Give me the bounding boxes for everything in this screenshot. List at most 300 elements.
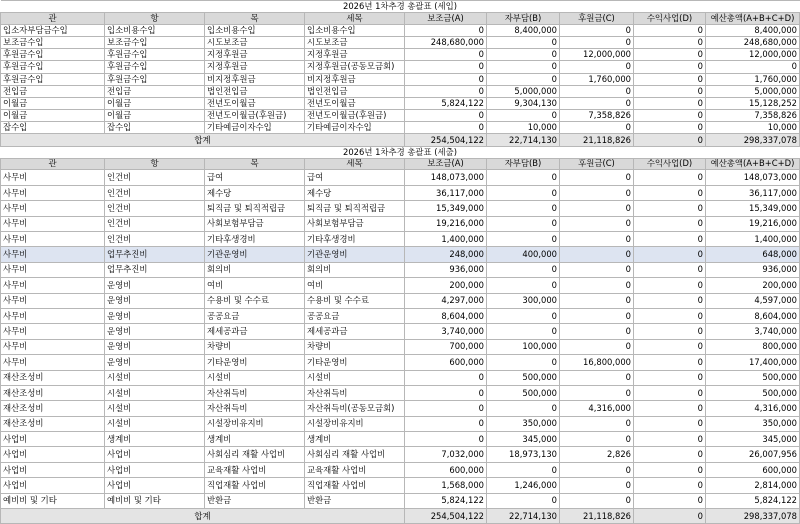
table-cell[interactable]: 재산조성비 bbox=[1, 370, 105, 385]
table-cell[interactable]: 0 bbox=[405, 73, 487, 85]
table-cell[interactable]: 0 bbox=[560, 185, 634, 200]
table-cell[interactable]: 후원금수입 bbox=[105, 61, 205, 73]
table-cell[interactable]: 후원금수입 bbox=[1, 73, 105, 85]
table-cell[interactable]: 12,000,000 bbox=[560, 49, 634, 61]
table-cell[interactable]: 248,680,000 bbox=[706, 36, 800, 48]
table-cell[interactable]: 0 bbox=[560, 339, 634, 354]
table-cell[interactable]: 기관운영비 bbox=[305, 247, 405, 262]
table-cell[interactable]: 0 bbox=[560, 416, 634, 431]
table-cell[interactable]: 0 bbox=[405, 61, 487, 73]
table-cell[interactable]: 0 bbox=[560, 432, 634, 447]
table-cell[interactable]: 1,246,000 bbox=[487, 478, 560, 493]
table-cell[interactable]: 0 bbox=[487, 308, 560, 323]
table-cell[interactable]: 재산조성비 bbox=[1, 401, 105, 416]
table-cell[interactable]: 사업비 bbox=[105, 462, 205, 477]
table-cell[interactable]: 0 bbox=[487, 462, 560, 477]
table-cell[interactable]: 1,400,000 bbox=[405, 232, 487, 247]
table-cell[interactable]: 제세공과금 bbox=[205, 324, 305, 339]
table-cell[interactable]: 급여 bbox=[205, 170, 305, 185]
table-cell[interactable]: 0 bbox=[706, 61, 800, 73]
table-cell[interactable]: 인건비 bbox=[105, 170, 205, 185]
table-cell[interactable]: 시도보조금 bbox=[305, 36, 405, 48]
table-cell[interactable]: 입소비용수입 bbox=[205, 24, 305, 36]
table-cell[interactable]: 급여 bbox=[305, 170, 405, 185]
table-cell[interactable]: 8,400,000 bbox=[706, 24, 800, 36]
table-cell[interactable]: 16,800,000 bbox=[560, 355, 634, 370]
table-cell[interactable]: 전년도이월금 bbox=[205, 97, 305, 109]
table-cell[interactable]: 차량비 bbox=[305, 339, 405, 354]
table-cell[interactable]: 사업비 bbox=[105, 447, 205, 462]
table-cell[interactable]: 0 bbox=[634, 232, 706, 247]
table-cell[interactable]: 사업비 bbox=[1, 447, 105, 462]
table-cell[interactable]: 0 bbox=[634, 493, 706, 508]
table-cell[interactable]: 지정후원금(공동모금회) bbox=[305, 61, 405, 73]
column-header[interactable]: 목 bbox=[205, 12, 305, 24]
table-cell[interactable]: 0 bbox=[560, 61, 634, 73]
total-cell[interactable]: 298,337,078 bbox=[706, 509, 800, 524]
table-cell[interactable]: 여비 bbox=[305, 278, 405, 293]
table-cell[interactable]: 업무추진비 bbox=[105, 247, 205, 262]
table-cell[interactable]: 반환금 bbox=[205, 493, 305, 508]
table-cell[interactable]: 0 bbox=[634, 49, 706, 61]
table-cell[interactable]: 사무비 bbox=[1, 201, 105, 216]
table-cell[interactable]: 600,000 bbox=[706, 462, 800, 477]
table-cell[interactable]: 1,568,000 bbox=[405, 478, 487, 493]
table-cell[interactable]: 인건비 bbox=[105, 185, 205, 200]
table-cell[interactable]: 3,740,000 bbox=[706, 324, 800, 339]
table-cell[interactable]: 0 bbox=[487, 170, 560, 185]
total-cell[interactable]: 22,714,130 bbox=[487, 134, 560, 146]
table-cell[interactable]: 4,316,000 bbox=[706, 401, 800, 416]
table-cell[interactable]: 지정후원금 bbox=[205, 49, 305, 61]
table-cell[interactable]: 사무비 bbox=[1, 232, 105, 247]
table-cell[interactable]: 500,000 bbox=[487, 385, 560, 400]
table-cell[interactable]: 10,000 bbox=[487, 122, 560, 134]
table-cell[interactable]: 전년도이월금 bbox=[305, 97, 405, 109]
table-cell[interactable]: 전년도이월금(후원금) bbox=[205, 110, 305, 122]
table-cell[interactable]: 보조금수입 bbox=[105, 36, 205, 48]
table-cell[interactable]: 사업비 bbox=[1, 462, 105, 477]
table-cell[interactable]: 사무비 bbox=[1, 355, 105, 370]
table-cell[interactable]: 0 bbox=[487, 73, 560, 85]
table-cell[interactable]: 0 bbox=[634, 478, 706, 493]
table-cell[interactable]: 회의비 bbox=[305, 262, 405, 277]
table-cell[interactable]: 자산취득비 bbox=[305, 385, 405, 400]
total-label[interactable]: 합계 bbox=[1, 509, 405, 524]
table-cell[interactable]: 전입금 bbox=[1, 85, 105, 97]
table-cell[interactable]: 0 bbox=[487, 216, 560, 231]
table-cell[interactable]: 0 bbox=[634, 262, 706, 277]
table-cell[interactable]: 8,604,000 bbox=[706, 308, 800, 323]
table-cell[interactable]: 36,117,000 bbox=[706, 185, 800, 200]
table-cell[interactable]: 퇴직금 및 퇴직적립금 bbox=[205, 201, 305, 216]
table-cell[interactable]: 사무비 bbox=[1, 324, 105, 339]
column-header[interactable]: 세목 bbox=[305, 12, 405, 24]
table-cell[interactable]: 15,349,000 bbox=[405, 201, 487, 216]
table-cell[interactable]: 업무추진비 bbox=[105, 262, 205, 277]
table-cell[interactable]: 1,400,000 bbox=[706, 232, 800, 247]
table-cell[interactable]: 0 bbox=[487, 201, 560, 216]
table-cell[interactable]: 0 bbox=[405, 385, 487, 400]
table-cell[interactable]: 시설비 bbox=[105, 401, 205, 416]
table-cell[interactable]: 0 bbox=[560, 370, 634, 385]
column-header[interactable]: 보조금(A) bbox=[405, 158, 487, 170]
table-cell[interactable]: 0 bbox=[405, 122, 487, 134]
table-cell[interactable]: 0 bbox=[634, 110, 706, 122]
column-header[interactable]: 자부담(B) bbox=[487, 158, 560, 170]
table-cell[interactable]: 5,000,000 bbox=[706, 85, 800, 97]
column-header[interactable]: 관 bbox=[1, 158, 105, 170]
table-cell[interactable]: 400,000 bbox=[487, 247, 560, 262]
table-cell[interactable]: 1,760,000 bbox=[560, 73, 634, 85]
table-cell[interactable]: 0 bbox=[634, 339, 706, 354]
table-cell[interactable]: 0 bbox=[560, 232, 634, 247]
table-cell[interactable]: 0 bbox=[487, 49, 560, 61]
table-cell[interactable]: 936,000 bbox=[706, 262, 800, 277]
table-cell[interactable]: 기타운영비 bbox=[305, 355, 405, 370]
table-cell[interactable]: 사회보험부담금 bbox=[305, 216, 405, 231]
table-cell[interactable]: 공공요금 bbox=[305, 308, 405, 323]
table-cell[interactable]: 648,000 bbox=[706, 247, 800, 262]
table-cell[interactable]: 반환금 bbox=[305, 493, 405, 508]
table-cell[interactable]: 0 bbox=[634, 122, 706, 134]
table-cell[interactable]: 자산취득비 bbox=[205, 401, 305, 416]
column-header[interactable]: 후원금(C) bbox=[560, 12, 634, 24]
table-cell[interactable]: 17,400,000 bbox=[706, 355, 800, 370]
table-cell[interactable]: 사업비 bbox=[105, 478, 205, 493]
table-cell[interactable]: 시설장비유지비 bbox=[305, 416, 405, 431]
table-cell[interactable]: 19,216,000 bbox=[706, 216, 800, 231]
table-cell[interactable]: 후원금수입 bbox=[105, 49, 205, 61]
table-cell[interactable]: 시설비 bbox=[305, 370, 405, 385]
column-header[interactable]: 세목 bbox=[305, 158, 405, 170]
table-cell[interactable]: 사무비 bbox=[1, 262, 105, 277]
table-cell[interactable]: 345,000 bbox=[487, 432, 560, 447]
table-cell[interactable]: 4,297,000 bbox=[405, 293, 487, 308]
table-cell[interactable]: 1,760,000 bbox=[706, 73, 800, 85]
total-cell[interactable]: 22,714,130 bbox=[487, 509, 560, 524]
table-cell[interactable]: 0 bbox=[487, 232, 560, 247]
table-cell[interactable]: 9,304,130 bbox=[487, 97, 560, 109]
table-cell[interactable]: 8,604,000 bbox=[405, 308, 487, 323]
table-cell[interactable]: 시설장비유지비 bbox=[205, 416, 305, 431]
table-cell[interactable]: 운영비 bbox=[105, 324, 205, 339]
table-cell[interactable]: 5,824,122 bbox=[706, 493, 800, 508]
table-cell[interactable]: 7,358,826 bbox=[560, 110, 634, 122]
table-cell[interactable]: 0 bbox=[634, 85, 706, 97]
table-cell[interactable]: 운영비 bbox=[105, 308, 205, 323]
table-cell[interactable]: 기타예금이자수입 bbox=[205, 122, 305, 134]
table-cell[interactable]: 입소자부담금수입 bbox=[1, 24, 105, 36]
table-cell[interactable]: 0 bbox=[405, 85, 487, 97]
table-cell[interactable]: 0 bbox=[634, 462, 706, 477]
table-cell[interactable]: 법인전입금 bbox=[305, 85, 405, 97]
table-cell[interactable]: 공공요금 bbox=[205, 308, 305, 323]
table-cell[interactable]: 시설비 bbox=[105, 370, 205, 385]
table-cell[interactable]: 7,032,000 bbox=[405, 447, 487, 462]
table-cell[interactable]: 운영비 bbox=[105, 278, 205, 293]
table-cell[interactable]: 8,400,000 bbox=[487, 24, 560, 36]
table-cell[interactable]: 교육재활 사업비 bbox=[205, 462, 305, 477]
table-cell[interactable]: 사회보험부담금 bbox=[205, 216, 305, 231]
table-cell[interactable]: 시설비 bbox=[105, 416, 205, 431]
table-cell[interactable]: 재산조성비 bbox=[1, 385, 105, 400]
total-cell[interactable]: 254,504,122 bbox=[405, 509, 487, 524]
table-cell[interactable]: 인건비 bbox=[105, 201, 205, 216]
total-cell[interactable]: 298,337,078 bbox=[706, 134, 800, 146]
table-cell[interactable]: 직업재활 사업비 bbox=[305, 478, 405, 493]
table-cell[interactable]: 생계비 bbox=[205, 432, 305, 447]
table-cell[interactable]: 잡수입 bbox=[105, 122, 205, 134]
column-header[interactable]: 자부담(B) bbox=[487, 12, 560, 24]
table-cell[interactable]: 0 bbox=[634, 308, 706, 323]
table-cell[interactable]: 전입금 bbox=[105, 85, 205, 97]
table-cell[interactable]: 18,973,130 bbox=[487, 447, 560, 462]
table-cell[interactable]: 0 bbox=[487, 493, 560, 508]
table-cell[interactable]: 0 bbox=[634, 370, 706, 385]
table-cell[interactable]: 퇴직금 및 퇴직적립금 bbox=[305, 201, 405, 216]
table-cell[interactable]: 사무비 bbox=[1, 247, 105, 262]
table-cell[interactable]: 0 bbox=[560, 170, 634, 185]
table-cell[interactable]: 사무비 bbox=[1, 339, 105, 354]
table-cell[interactable]: 200,000 bbox=[706, 278, 800, 293]
table-cell[interactable]: 0 bbox=[634, 447, 706, 462]
table-cell[interactable]: 제세공과금 bbox=[305, 324, 405, 339]
table-cell[interactable]: 0 bbox=[405, 49, 487, 61]
table-cell[interactable]: 이월금 bbox=[1, 110, 105, 122]
table-cell[interactable]: 이월금 bbox=[1, 97, 105, 109]
table-cell[interactable]: 예비비 및 기타 bbox=[1, 493, 105, 508]
table-cell[interactable]: 800,000 bbox=[706, 339, 800, 354]
table-cell[interactable]: 148,073,000 bbox=[706, 170, 800, 185]
table-cell[interactable]: 기타예금이자수입 bbox=[305, 122, 405, 134]
table-cell[interactable]: 350,000 bbox=[487, 416, 560, 431]
table-cell[interactable]: 이월금 bbox=[105, 97, 205, 109]
table-cell[interactable]: 사무비 bbox=[1, 293, 105, 308]
table-cell[interactable]: 345,000 bbox=[706, 432, 800, 447]
column-header[interactable]: 목 bbox=[205, 158, 305, 170]
column-header[interactable]: 보조금(A) bbox=[405, 12, 487, 24]
table-cell[interactable]: 0 bbox=[634, 170, 706, 185]
table-cell[interactable]: 운영비 bbox=[105, 293, 205, 308]
table-cell[interactable]: 0 bbox=[560, 85, 634, 97]
table-cell[interactable]: 600,000 bbox=[405, 462, 487, 477]
table-cell[interactable]: 사무비 bbox=[1, 308, 105, 323]
table-cell[interactable]: 0 bbox=[634, 432, 706, 447]
table-cell[interactable]: 0 bbox=[634, 73, 706, 85]
table-cell[interactable]: 제수당 bbox=[305, 185, 405, 200]
table-cell[interactable]: 248,000 bbox=[405, 247, 487, 262]
total-cell[interactable]: 254,504,122 bbox=[405, 134, 487, 146]
table-cell[interactable]: 이월금 bbox=[105, 110, 205, 122]
total-cell[interactable]: 21,118,826 bbox=[560, 509, 634, 524]
total-cell[interactable]: 21,118,826 bbox=[560, 134, 634, 146]
table-cell[interactable]: 148,073,000 bbox=[405, 170, 487, 185]
table-cell[interactable]: 회의비 bbox=[205, 262, 305, 277]
table-cell[interactable]: 교육재활 사업비 bbox=[305, 462, 405, 477]
column-header[interactable]: 항 bbox=[105, 158, 205, 170]
table-cell[interactable]: 지정후원금 bbox=[205, 61, 305, 73]
column-header[interactable]: 수익사업(D) bbox=[634, 12, 706, 24]
table-cell[interactable]: 3,740,000 bbox=[405, 324, 487, 339]
column-header[interactable]: 예산총액(A+B+C+D) bbox=[706, 158, 800, 170]
table-cell[interactable]: 직업재활 사업비 bbox=[205, 478, 305, 493]
table-cell[interactable]: 0 bbox=[405, 401, 487, 416]
table-cell[interactable]: 0 bbox=[560, 216, 634, 231]
table-cell[interactable]: 인건비 bbox=[105, 216, 205, 231]
column-header[interactable]: 예산총액(A+B+C+D) bbox=[706, 12, 800, 24]
table-cell[interactable]: 0 bbox=[560, 247, 634, 262]
table-cell[interactable]: 0 bbox=[560, 478, 634, 493]
table-cell[interactable]: 0 bbox=[405, 370, 487, 385]
table-cell[interactable]: 0 bbox=[634, 385, 706, 400]
table-cell[interactable]: 2,826 bbox=[560, 447, 634, 462]
expense-title[interactable]: 2026년 1차추경 총괄표 (세출) bbox=[1, 146, 800, 158]
table-cell[interactable]: 26,007,956 bbox=[706, 447, 800, 462]
table-cell[interactable]: 기타후생경비 bbox=[305, 232, 405, 247]
table-cell[interactable]: 350,000 bbox=[706, 416, 800, 431]
table-cell[interactable]: 0 bbox=[634, 278, 706, 293]
table-cell[interactable]: 0 bbox=[634, 247, 706, 262]
table-cell[interactable]: 0 bbox=[634, 61, 706, 73]
table-cell[interactable]: 0 bbox=[405, 24, 487, 36]
table-cell[interactable]: 0 bbox=[560, 24, 634, 36]
table-cell[interactable]: 0 bbox=[634, 201, 706, 216]
table-cell[interactable]: 0 bbox=[560, 462, 634, 477]
table-cell[interactable]: 0 bbox=[487, 61, 560, 73]
table-cell[interactable]: 잡수입 bbox=[1, 122, 105, 134]
table-cell[interactable]: 후원금수입 bbox=[1, 61, 105, 73]
table-cell[interactable]: 보조금수입 bbox=[1, 36, 105, 48]
table-cell[interactable]: 0 bbox=[487, 401, 560, 416]
table-cell[interactable]: 0 bbox=[487, 355, 560, 370]
column-header[interactable]: 항 bbox=[105, 12, 205, 24]
column-header[interactable]: 후원금(C) bbox=[560, 158, 634, 170]
revenue-title[interactable]: 2026년 1차추경 총괄표 (세입) bbox=[1, 1, 800, 13]
table-cell[interactable]: 10,000 bbox=[706, 122, 800, 134]
table-cell[interactable]: 비지정후원금 bbox=[205, 73, 305, 85]
table-cell[interactable]: 자산취득비 bbox=[205, 385, 305, 400]
table-cell[interactable]: 936,000 bbox=[405, 262, 487, 277]
table-cell[interactable]: 후원금수입 bbox=[1, 49, 105, 61]
table-cell[interactable]: 0 bbox=[634, 216, 706, 231]
table-cell[interactable]: 4,316,000 bbox=[560, 401, 634, 416]
table-cell[interactable]: 기관운영비 bbox=[205, 247, 305, 262]
table-cell[interactable]: 0 bbox=[560, 201, 634, 216]
table-cell[interactable]: 시설비 bbox=[105, 385, 205, 400]
table-cell[interactable]: 0 bbox=[634, 416, 706, 431]
table-cell[interactable]: 사회심리 재활 사업비 bbox=[205, 447, 305, 462]
table-cell[interactable]: 수용비 및 수수료 bbox=[305, 293, 405, 308]
table-cell[interactable]: 600,000 bbox=[405, 355, 487, 370]
table-cell[interactable]: 기타운영비 bbox=[205, 355, 305, 370]
table-cell[interactable]: 시설비 bbox=[205, 370, 305, 385]
table-cell[interactable]: 0 bbox=[487, 185, 560, 200]
table-cell[interactable]: 0 bbox=[634, 401, 706, 416]
table-cell[interactable]: 7,358,826 bbox=[706, 110, 800, 122]
table-cell[interactable]: 여비 bbox=[205, 278, 305, 293]
table-cell[interactable]: 재산조성비 bbox=[1, 416, 105, 431]
table-cell[interactable]: 입소비용수입 bbox=[105, 24, 205, 36]
column-header[interactable]: 수익사업(D) bbox=[634, 158, 706, 170]
table-cell[interactable]: 0 bbox=[560, 385, 634, 400]
table-cell[interactable]: 차량비 bbox=[205, 339, 305, 354]
table-cell[interactable]: 12,000,000 bbox=[706, 49, 800, 61]
table-cell[interactable]: 15,128,252 bbox=[706, 97, 800, 109]
table-cell[interactable]: 5,000,000 bbox=[487, 85, 560, 97]
table-cell[interactable]: 0 bbox=[560, 97, 634, 109]
table-cell[interactable]: 0 bbox=[487, 324, 560, 339]
table-cell[interactable]: 500,000 bbox=[487, 370, 560, 385]
table-cell[interactable]: 0 bbox=[487, 36, 560, 48]
table-cell[interactable]: 지정후원금 bbox=[305, 49, 405, 61]
table-cell[interactable]: 생계비 bbox=[305, 432, 405, 447]
table-cell[interactable]: 0 bbox=[560, 278, 634, 293]
table-cell[interactable]: 사무비 bbox=[1, 278, 105, 293]
table-cell[interactable]: 예비비 및 기타 bbox=[105, 493, 205, 508]
table-cell[interactable]: 후원금수입 bbox=[105, 73, 205, 85]
table-cell[interactable]: 0 bbox=[405, 416, 487, 431]
table-cell[interactable]: 19,216,000 bbox=[405, 216, 487, 231]
table-cell[interactable]: 0 bbox=[560, 324, 634, 339]
table-cell[interactable]: 0 bbox=[634, 185, 706, 200]
table-cell[interactable]: 0 bbox=[560, 493, 634, 508]
table-cell[interactable]: 기타후생경비 bbox=[205, 232, 305, 247]
table-cell[interactable]: 비지정후원금 bbox=[305, 73, 405, 85]
table-cell[interactable]: 자산취득비(공동모금회) bbox=[305, 401, 405, 416]
table-cell[interactable]: 운영비 bbox=[105, 355, 205, 370]
table-cell[interactable]: 0 bbox=[560, 262, 634, 277]
table-cell[interactable]: 2,814,000 bbox=[706, 478, 800, 493]
table-cell[interactable]: 200,000 bbox=[405, 278, 487, 293]
table-cell[interactable]: 0 bbox=[560, 36, 634, 48]
table-cell[interactable]: 5,824,122 bbox=[405, 493, 487, 508]
table-cell[interactable]: 수용비 및 수수료 bbox=[205, 293, 305, 308]
table-cell[interactable]: 4,597,000 bbox=[706, 293, 800, 308]
table-cell[interactable]: 700,000 bbox=[405, 339, 487, 354]
table-cell[interactable]: 500,000 bbox=[706, 385, 800, 400]
table-cell[interactable]: 5,824,122 bbox=[405, 97, 487, 109]
table-cell[interactable]: 생계비 bbox=[105, 432, 205, 447]
table-cell[interactable]: 100,000 bbox=[487, 339, 560, 354]
table-cell[interactable]: 사회심리 재활 사업비 bbox=[305, 447, 405, 462]
table-cell[interactable]: 0 bbox=[634, 97, 706, 109]
total-cell[interactable]: 0 bbox=[634, 134, 706, 146]
table-cell[interactable]: 사무비 bbox=[1, 185, 105, 200]
column-header[interactable]: 관 bbox=[1, 12, 105, 24]
table-cell[interactable]: 300,000 bbox=[487, 293, 560, 308]
table-cell[interactable]: 0 bbox=[634, 24, 706, 36]
table-cell[interactable]: 248,680,000 bbox=[405, 36, 487, 48]
table-cell[interactable]: 0 bbox=[487, 278, 560, 293]
table-cell[interactable]: 0 bbox=[560, 293, 634, 308]
table-cell[interactable]: 500,000 bbox=[706, 370, 800, 385]
total-cell[interactable]: 0 bbox=[634, 509, 706, 524]
table-cell[interactable]: 사무비 bbox=[1, 216, 105, 231]
table-cell[interactable]: 사업비 bbox=[1, 478, 105, 493]
table-cell[interactable]: 0 bbox=[634, 355, 706, 370]
table-cell[interactable]: 사무비 bbox=[1, 170, 105, 185]
total-label[interactable]: 합계 bbox=[1, 134, 405, 146]
table-cell[interactable]: 사업비 bbox=[1, 432, 105, 447]
table-cell[interactable]: 전년도이월금(후원금) bbox=[305, 110, 405, 122]
table-cell[interactable]: 0 bbox=[560, 122, 634, 134]
table-cell[interactable]: 법인전입금 bbox=[205, 85, 305, 97]
table-cell[interactable]: 0 bbox=[487, 110, 560, 122]
table-cell[interactable]: 입소비용수입 bbox=[305, 24, 405, 36]
table-cell[interactable]: 36,117,000 bbox=[405, 185, 487, 200]
table-cell[interactable]: 0 bbox=[405, 432, 487, 447]
